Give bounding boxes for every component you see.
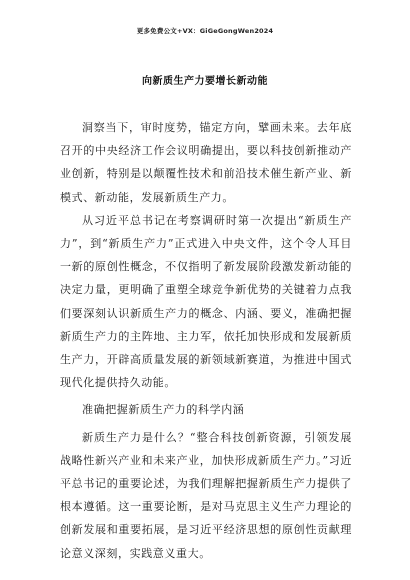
document-body bbox=[60, 116, 352, 565]
document-title: 向新质生产力要增长新动能 bbox=[142, 76, 268, 87]
header-note: 更多免费公文+VX：GiGeGongWen2024 bbox=[136, 27, 274, 35]
section-subheading: 准确把握新质生产力的科学内涵 bbox=[82, 403, 245, 417]
paragraph-3: 新质生产力是什么？“整合科技创新资源，引领发展战略性新兴产业和未来产业，加快形成新质生产力。”习近平总书记的重要论述，为我们理解把握新质生产力提供了根本遵循。这一重要论断，是对马克思主义生产力理论的创新发展和重要拓展，是习近平经济思想的原创性贡献理论意义深刻，实践意义重大。 bbox=[60, 430, 352, 560]
paragraph-1: 洞察当下，审时度势，锚定方向，擘画未来。去年底召开的中央经济工作会议明确提出，要以科技创新推动产业创新，特别是以颠覆性技术和前沿技术催生新产业、新模式、新动能，发展新质生产力。 bbox=[60, 121, 352, 204]
paragraph-2: 从习近平总书记在考察调研时第一次提出“新质生产力”，到“新质生产力”正式进入中央文件，这个令人耳目一新的原创性概念，不仅指明了新发展阶段激发新动能的决定力量，更明确了重塑全球竞争新优势的关键着力点我们要深刻认识新质生产力的概念、内涵、要义，准确把握新质生产力的主阵地、主力军，依托加快形成和发展新质生产力，开辟高质量发展的新领域新赛道，为推进中国式现代化提供持久动能。 bbox=[60, 213, 352, 390]
